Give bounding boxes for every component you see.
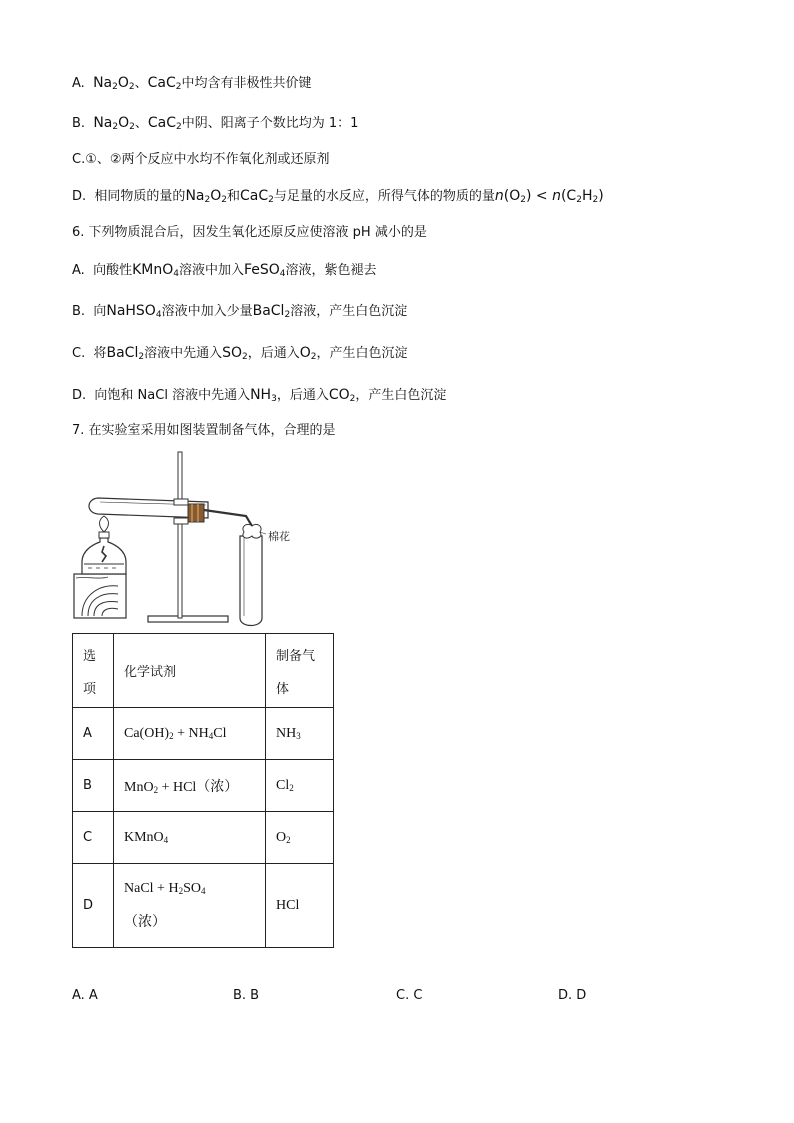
choice-d: D. D [558,988,587,1003]
table-row: C KMnO$_4$ $O_2$ [73,812,334,864]
q5-option-a: A. $Na_2O_2$、CaC$_2$中均含有非极性共价键 [72,75,312,92]
choice-b: B. B [233,988,260,1003]
q6-stem: 6. 下列物质混合后，因发生氧化还原反应使溶液 pH 减小的是 [72,225,427,240]
gas-generation-apparatus [68,446,368,632]
alcohol-lamp [82,516,126,574]
q5-option-d: D. 相同物质的量的$Na_2O_2$和CaC$_2$与足量的水反应，所得气体的物质的量$n(O_2) < n(C_2H_2)$ [72,188,604,205]
q5-option-c: C.①、②两个反应中水均不作氧化剂或还原剂 [72,152,330,167]
table-row: D NaCl + $H_2SO_4$ （浓） HCl [73,864,334,948]
q6-option-b: B. 向NaHSO$_4$溶液中加入少量BaCl$_2$溶液，产生白色沉淀 [72,303,408,320]
table-row: A $Ca(OH)_2 + NH_4Cl$ $NH_3$ [73,708,334,760]
q5-option-b: B. $Na_2O_2$、CaC$_2$中阴、阳离子个数比均为 1：1 [72,115,359,132]
choice-c: C. C [396,988,423,1003]
table-row: B MnO$_2$ + HCl（浓） $Cl_2$ [73,760,334,812]
choice-a: A. A [72,988,98,1003]
stand-rod [178,452,182,618]
header-gas: 制备气 体 [266,634,334,708]
cotton-label: 棉花 [268,530,290,543]
q6-option-a: A. 向酸性KMnO$_4$溶液中加入FeSO$_4$溶液，紫色褪去 [72,262,377,279]
q6-option-c: C. 将BaCl$_2$溶液中先通入$SO_2$，后通入$O_2$，产生白色沉淀 [72,345,408,362]
q6-option-d: D. 向饱和 NaCl 溶液中先通入$NH_3$，后通入$CO_2$，产生白色沉淀 [72,387,447,404]
collecting-test-tube [240,536,262,626]
header-reagents: 化学试剂 [114,634,266,708]
options-table [72,633,334,948]
table-header-row [73,634,334,708]
rubber-stopper [188,504,204,522]
cotton-plug [243,524,261,538]
wooden-block [74,574,126,618]
q7-stem: 7. 在实验室采用如图装置制备气体，合理的是 [72,423,336,438]
stand-base [148,616,228,622]
header-option: 选 项 [73,634,114,708]
